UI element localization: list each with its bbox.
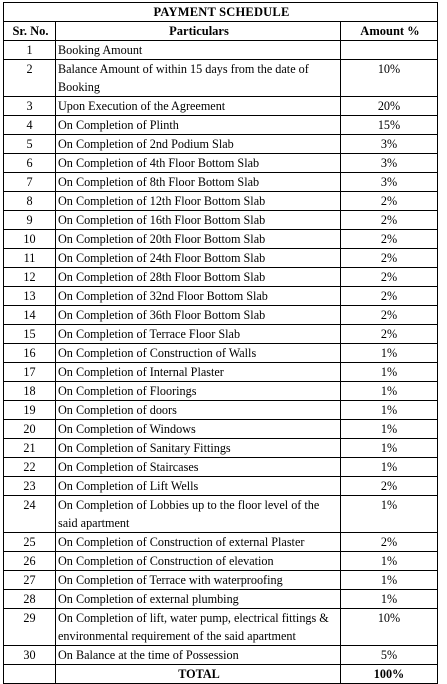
table-row: [4, 306, 438, 325]
particulars-cell: On Completion of Construction of external Plaster: [56, 533, 341, 552]
sr-cell: 23: [4, 477, 56, 496]
amount-cell: 2%: [341, 306, 438, 325]
sr-cell: 17: [4, 363, 56, 382]
sr-cell: 28: [4, 590, 56, 609]
table-title: PAYMENT SCHEDULE: [4, 3, 438, 22]
amount-cell: 2%: [341, 287, 438, 306]
sr-cell: 12: [4, 268, 56, 287]
total-row: [4, 665, 438, 684]
table-row: [4, 382, 438, 401]
particulars-cell: Balance Amount of within 15 days from the date of Booking: [56, 60, 341, 97]
table-row: [4, 552, 438, 571]
table-row: [4, 173, 438, 192]
table-row: [4, 458, 438, 477]
particulars-cell: On Completion of lift, water pump, electrical fittings & environmental requirement of the said apartment: [56, 609, 341, 646]
amount-cell: 2%: [341, 533, 438, 552]
sr-cell: 24: [4, 496, 56, 533]
table-row: [4, 249, 438, 268]
amount-cell: 10%: [341, 60, 438, 97]
table-row: [4, 363, 438, 382]
particulars-cell: On Completion of 20th Floor Bottom Slab: [56, 230, 341, 249]
header-row: [4, 22, 438, 41]
particulars-cell: On Completion of Floorings: [56, 382, 341, 401]
amount-cell: 1%: [341, 552, 438, 571]
sr-cell: 1: [4, 41, 56, 60]
amount-cell: 1%: [341, 382, 438, 401]
table-row: [4, 287, 438, 306]
sr-cell: 15: [4, 325, 56, 344]
particulars-cell: On Completion of 12th Floor Bottom Slab: [56, 192, 341, 211]
amount-cell: [341, 41, 438, 60]
table-row: [4, 401, 438, 420]
amount-cell: 2%: [341, 477, 438, 496]
total-label: TOTAL: [56, 665, 341, 684]
particulars-cell: On Completion of Staircases: [56, 458, 341, 477]
amount-cell: 2%: [341, 192, 438, 211]
header-sr-no: Sr. No.: [4, 22, 56, 41]
amount-cell: 2%: [341, 211, 438, 230]
amount-cell: 10%: [341, 609, 438, 646]
sr-cell: 27: [4, 571, 56, 590]
table-row: [4, 41, 438, 60]
sr-cell: 2: [4, 60, 56, 97]
table-row: [4, 230, 438, 249]
particulars-cell: On Completion of Terrace with waterproofing: [56, 571, 341, 590]
particulars-cell: On Completion of Terrace Floor Slab: [56, 325, 341, 344]
table-row: [4, 496, 438, 533]
sr-cell: 13: [4, 287, 56, 306]
table-row: [4, 268, 438, 287]
particulars-cell: On Completion of 2nd Podium Slab: [56, 135, 341, 154]
table-row: [4, 60, 438, 97]
particulars-cell: On Completion of 32nd Floor Bottom Slab: [56, 287, 341, 306]
particulars-cell: On Completion of Internal Plaster: [56, 363, 341, 382]
table-row: [4, 192, 438, 211]
sr-cell: 3: [4, 97, 56, 116]
particulars-cell: On Completion of doors: [56, 401, 341, 420]
particulars-cell: On Completion of 28th Floor Bottom Slab: [56, 268, 341, 287]
sr-cell: 9: [4, 211, 56, 230]
particulars-cell: Booking Amount: [56, 41, 341, 60]
table-row: [4, 609, 438, 646]
header-amount: Amount %: [341, 22, 438, 41]
sr-cell: 6: [4, 154, 56, 173]
particulars-cell: On Completion of 36th Floor Bottom Slab: [56, 306, 341, 325]
amount-cell: 3%: [341, 135, 438, 154]
table-row: [4, 211, 438, 230]
amount-cell: 1%: [341, 458, 438, 477]
amount-cell: 2%: [341, 249, 438, 268]
amount-cell: 1%: [341, 496, 438, 533]
table-row: [4, 420, 438, 439]
table-body: [4, 41, 438, 665]
table-row: [4, 116, 438, 135]
amount-cell: 1%: [341, 420, 438, 439]
sr-cell: 8: [4, 192, 56, 211]
amount-cell: 20%: [341, 97, 438, 116]
particulars-cell: On Completion of 8th Floor Bottom Slab: [56, 173, 341, 192]
particulars-cell: On Completion of Construction of Walls: [56, 344, 341, 363]
sr-cell: 14: [4, 306, 56, 325]
sr-cell: 4: [4, 116, 56, 135]
sr-cell: 25: [4, 533, 56, 552]
amount-cell: 1%: [341, 401, 438, 420]
sr-cell: 30: [4, 646, 56, 665]
particulars-cell: On Completion of 24th Floor Bottom Slab: [56, 249, 341, 268]
sr-cell: 29: [4, 609, 56, 646]
sr-cell: 19: [4, 401, 56, 420]
sr-cell: 26: [4, 552, 56, 571]
particulars-cell: On Balance at the time of Possession: [56, 646, 341, 665]
amount-cell: 3%: [341, 173, 438, 192]
total-sr-cell: [4, 665, 56, 684]
table-row: [4, 154, 438, 173]
amount-cell: 2%: [341, 230, 438, 249]
payment-schedule-table: [3, 2, 438, 684]
amount-cell: 1%: [341, 590, 438, 609]
amount-cell: 3%: [341, 154, 438, 173]
header-particulars: Particulars: [56, 22, 341, 41]
particulars-cell: On Completion of Windows: [56, 420, 341, 439]
table-row: [4, 571, 438, 590]
table-row: [4, 590, 438, 609]
table-row: [4, 439, 438, 458]
table-row: [4, 344, 438, 363]
payment-schedule-document: [3, 2, 437, 684]
table-row: [4, 97, 438, 116]
sr-cell: 11: [4, 249, 56, 268]
sr-cell: 21: [4, 439, 56, 458]
particulars-cell: On Completion of 16th Floor Bottom Slab: [56, 211, 341, 230]
particulars-cell: On Completion of Lobbies up to the floor level of the said apartment: [56, 496, 341, 533]
table-row: [4, 533, 438, 552]
sr-cell: 22: [4, 458, 56, 477]
table-row: [4, 325, 438, 344]
particulars-cell: On Completion of external plumbing: [56, 590, 341, 609]
amount-cell: 15%: [341, 116, 438, 135]
amount-cell: 1%: [341, 344, 438, 363]
amount-cell: 2%: [341, 268, 438, 287]
table-row: [4, 646, 438, 665]
total-amount: 100%: [341, 665, 438, 684]
particulars-cell: Upon Execution of the Agreement: [56, 97, 341, 116]
table-row: [4, 135, 438, 154]
sr-cell: 20: [4, 420, 56, 439]
particulars-cell: On Completion of Plinth: [56, 116, 341, 135]
amount-cell: 1%: [341, 571, 438, 590]
sr-cell: 10: [4, 230, 56, 249]
particulars-cell: On Completion of Lift Wells: [56, 477, 341, 496]
sr-cell: 16: [4, 344, 56, 363]
amount-cell: 1%: [341, 439, 438, 458]
particulars-cell: On Completion of 4th Floor Bottom Slab: [56, 154, 341, 173]
sr-cell: 7: [4, 173, 56, 192]
particulars-cell: On Completion of Sanitary Fittings: [56, 439, 341, 458]
amount-cell: 1%: [341, 363, 438, 382]
title-row: [4, 3, 438, 22]
sr-cell: 5: [4, 135, 56, 154]
amount-cell: 5%: [341, 646, 438, 665]
sr-cell: 18: [4, 382, 56, 401]
particulars-cell: On Completion of Construction of elevation: [56, 552, 341, 571]
amount-cell: 2%: [341, 325, 438, 344]
table-row: [4, 477, 438, 496]
